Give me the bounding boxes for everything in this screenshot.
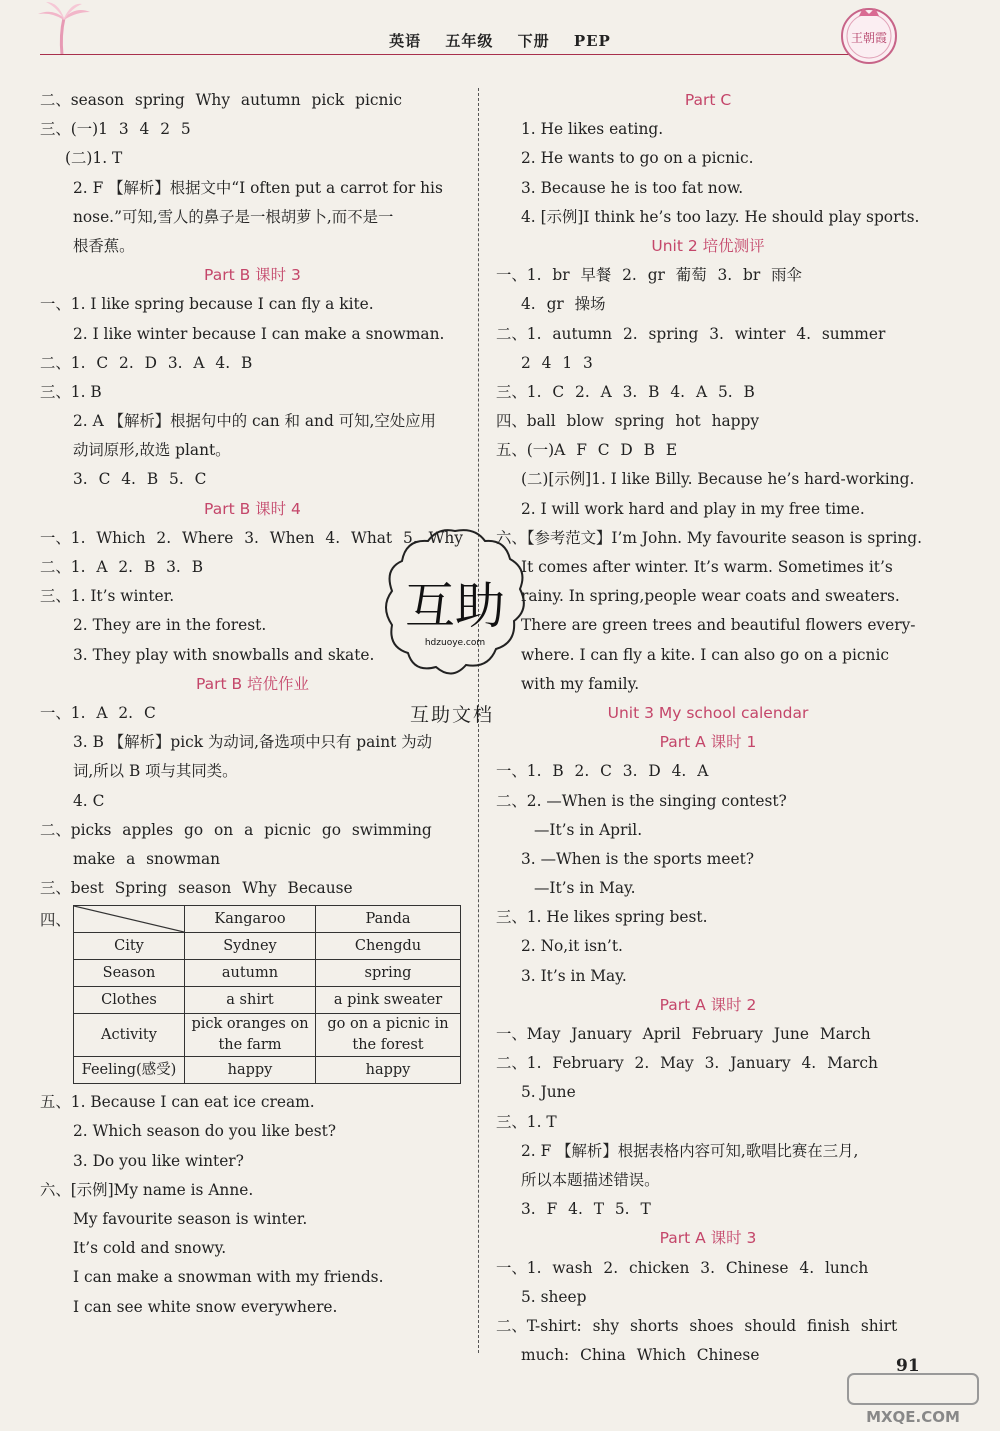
answer-line: 三、1. B bbox=[40, 382, 102, 401]
corner-watermark-logo bbox=[778, 1372, 988, 1428]
answer-line: 一、1. I like spring because I can fly a kite. bbox=[40, 295, 374, 314]
answer-line: 3. They play with snowballs and skate. bbox=[73, 645, 375, 664]
section-heading: Part B 课时 4 bbox=[204, 499, 301, 518]
answer-line: It comes after winter. It’s warm. Sometimes it’s bbox=[521, 558, 893, 576]
answer-line: 三、1. He likes spring best. bbox=[496, 908, 708, 927]
answer-line: 四、ball blow spring hot happy bbox=[496, 412, 760, 431]
answer-line: (二)1. T bbox=[65, 149, 123, 168]
answer-line: 3. B 【解析】pick 为动词,备选项中只有 paint 为动 bbox=[73, 733, 432, 752]
answer-line: It’s cold and snowy. bbox=[73, 1239, 227, 1258]
answer-line: 一、May January April February June March bbox=[496, 1025, 871, 1043]
answer-line: 4. gr 操场 bbox=[521, 295, 606, 314]
answer-line: 2. I like winter because I can make a snowman. bbox=[73, 324, 445, 343]
table-cell: happy bbox=[316, 1057, 461, 1084]
table-cell: Season bbox=[74, 960, 185, 987]
table-row bbox=[74, 960, 461, 987]
answer-line: nose.”可知,雪人的鼻子是一根胡萝卜,而不是一 bbox=[73, 207, 394, 226]
watermark-big: 互助 bbox=[405, 577, 505, 635]
section-heading: Part A 课时 2 bbox=[659, 995, 757, 1014]
answer-line: 2. No,it isn’t. bbox=[521, 937, 623, 956]
answer-line: 动词原形,故选 plant。 bbox=[73, 441, 231, 460]
diagonal-line bbox=[74, 906, 184, 932]
answer-line: 所以本题描述错误。 bbox=[521, 1170, 660, 1189]
header-rule bbox=[40, 54, 850, 55]
table-label: 四、 bbox=[40, 911, 71, 930]
answer-line: much: China Which Chinese bbox=[521, 1346, 760, 1365]
answer-line: make a snowman bbox=[73, 849, 221, 868]
section-heading: Part B 培优作业 bbox=[195, 674, 310, 693]
answer-line: 2. I will work hard and play in my free time. bbox=[521, 499, 865, 518]
table-row bbox=[74, 1014, 461, 1057]
table-cell: autumn bbox=[185, 960, 316, 987]
answer-line: 五、1. Because I can eat ice cream. bbox=[40, 1093, 315, 1112]
answer-line: 3. Do you like winter? bbox=[73, 1151, 244, 1170]
answer-line: I can make a snowman with my friends. bbox=[73, 1268, 384, 1287]
answer-line: 2. Which season do you like best? bbox=[73, 1122, 337, 1141]
comparison-table bbox=[73, 905, 461, 1084]
table-cell: Chengdu bbox=[316, 933, 461, 960]
answer-line: 3. It’s in May. bbox=[521, 966, 627, 985]
table-cell: Clothes bbox=[74, 987, 185, 1014]
left-column bbox=[40, 86, 465, 1322]
section-heading: Part C bbox=[684, 91, 732, 109]
answer-line: 二、1. February 2. May 3. January 4. March bbox=[496, 1054, 878, 1073]
answer-line: 3. F 4. T 5. T bbox=[521, 1200, 651, 1219]
answer-line: 2. A 【解析】根据句中的 can 和 and 可知,空处应用 bbox=[73, 412, 436, 431]
header-title: 英语 五年级 下册 PEP bbox=[389, 32, 611, 50]
unit-heading: Unit 3 My school calendar bbox=[607, 703, 809, 722]
watermark-caption: 互助文档 bbox=[410, 704, 495, 726]
answer-line: 1. He likes eating. bbox=[521, 120, 664, 139]
answer-line: —It’s in April. bbox=[534, 820, 643, 839]
table-cell: Sydney bbox=[185, 933, 316, 960]
answer-line: 根香蕉。 bbox=[73, 236, 135, 255]
answer-line: (二)[示例]1. I like Billy. Because he’s hard-working. bbox=[521, 470, 915, 489]
answer-line: 二、season spring Why autumn pick picnic bbox=[40, 91, 402, 109]
answer-line: 六、【参考范文】I’m John. My favourite season is spring. bbox=[496, 528, 923, 547]
answer-line: where. I can fly a kite. I can also go on a picnic bbox=[521, 645, 889, 664]
answer-line: 三、(一)1 3 4 2 5 bbox=[40, 120, 191, 139]
answer-line: 一、1. wash 2. chicken 3. Chinese 4. lunch bbox=[496, 1258, 869, 1277]
answer-line: There are green trees and beautiful flowers every- bbox=[521, 616, 916, 635]
table-header: Panda bbox=[316, 906, 461, 933]
answer-line: 二、picks apples go on a picnic go swimming bbox=[40, 820, 432, 839]
badge-text: 王朝霞 bbox=[850, 31, 888, 45]
table-cell: spring bbox=[316, 960, 461, 987]
answer-line: 4. C bbox=[73, 791, 105, 810]
table-cell: Feeling(感受) bbox=[74, 1057, 185, 1084]
answer-line: 二、1. A 2. B 3. B bbox=[40, 558, 204, 576]
answer-line: 三、1. It’s winter. bbox=[40, 587, 175, 606]
answer-line: 一、1. B 2. C 3. D 4. A bbox=[496, 762, 709, 781]
table-row bbox=[74, 906, 461, 933]
cell-line: go on a picnic in bbox=[327, 1016, 449, 1033]
table-cell bbox=[185, 1014, 316, 1057]
answer-line: 5. June bbox=[521, 1083, 576, 1102]
cell-line: the farm bbox=[218, 1037, 282, 1054]
table-header: Kangaroo bbox=[185, 906, 316, 933]
answer-line: 五、(一)A F C D B E bbox=[496, 441, 678, 460]
answer-line: 3. Because he is too fat now. bbox=[521, 178, 744, 197]
answer-line: 5. sheep bbox=[521, 1287, 587, 1306]
table-row bbox=[74, 1057, 461, 1084]
answer-line: 3. —When is the sports meet? bbox=[521, 849, 755, 868]
answer-line: 二、1. autumn 2. spring 3. winter 4. summer bbox=[496, 324, 886, 343]
answer-line: 六、[示例]My name is Anne. bbox=[40, 1180, 254, 1199]
corner-watermark-text: MXQE.COM bbox=[866, 1408, 960, 1426]
table-cell: a pink sweater bbox=[316, 987, 461, 1014]
answer-line: 二、T-shirt: shy shorts shoes should finish shirt bbox=[496, 1316, 898, 1335]
answer-line: 三、best Spring season Why Because bbox=[40, 879, 353, 898]
cell-line: the forest bbox=[352, 1037, 424, 1054]
table-cell: Activity bbox=[74, 1014, 185, 1057]
answer-line: 2. F 【解析】根据表格内容可知,歌唱比赛在三月, bbox=[521, 1141, 859, 1160]
answer-line: 4. [示例]I think he’s too lazy. He should play sports. bbox=[521, 207, 920, 226]
answer-line: 一、1. Which 2. Where 3. When 4. What 5. Why bbox=[40, 528, 463, 547]
answer-line: 词,所以 B 项与其同类。 bbox=[73, 762, 238, 781]
table-row bbox=[74, 933, 461, 960]
table-corner-cell bbox=[74, 906, 185, 933]
answer-line: with my family. bbox=[521, 674, 640, 693]
answer-line: 二、2. —When is the singing contest? bbox=[496, 791, 787, 810]
table-cell: City bbox=[74, 933, 185, 960]
section-heading: Part B 课时 3 bbox=[204, 266, 301, 285]
page-header bbox=[0, 0, 1000, 62]
answer-line: rainy. In spring,people wear coats and sweaters. bbox=[521, 587, 900, 606]
table-row bbox=[74, 987, 461, 1014]
answer-line: —It’s in May. bbox=[534, 879, 636, 898]
right-column bbox=[496, 86, 923, 1370]
section-heading: Part A 课时 1 bbox=[659, 733, 757, 752]
answer-line: 3. C 4. B 5. C bbox=[73, 470, 207, 489]
answer-line: 2. They are in the forest. bbox=[73, 616, 267, 635]
section-heading: Unit 2 培优测评 bbox=[651, 236, 765, 255]
brand-badge-logo bbox=[828, 4, 910, 64]
cell-line: pick oranges on bbox=[191, 1016, 309, 1033]
answer-line: 三、1. C 2. A 3. B 4. A 5. B bbox=[496, 382, 755, 401]
page-number: 91 bbox=[896, 1356, 920, 1376]
answer-line: I can see white snow everywhere. bbox=[73, 1297, 338, 1316]
answer-line: 一、1. br 早餐 2. gr 葡萄 3. br 雨伞 bbox=[496, 266, 802, 285]
answer-line: 三、1. T bbox=[496, 1112, 557, 1131]
answer-line: 2. He wants to go on a picnic. bbox=[521, 149, 754, 168]
answer-line: My favourite season is winter. bbox=[73, 1210, 308, 1228]
answer-line: 2. F 【解析】根据文中“I often put a carrot for his bbox=[73, 178, 443, 197]
comparison-table-block bbox=[40, 905, 465, 1084]
watermark-url: hdzuoye.com bbox=[424, 638, 486, 648]
table-cell: happy bbox=[185, 1057, 316, 1084]
table-cell bbox=[316, 1014, 461, 1057]
table-cell: a shirt bbox=[185, 987, 316, 1014]
answer-line: 二、1. C 2. D 3. A 4. B bbox=[40, 353, 253, 372]
section-heading: Part A 课时 3 bbox=[659, 1229, 757, 1248]
answer-line: 一、1. A 2. C bbox=[40, 703, 156, 722]
answer-line: 2 4 1 3 bbox=[521, 353, 593, 372]
